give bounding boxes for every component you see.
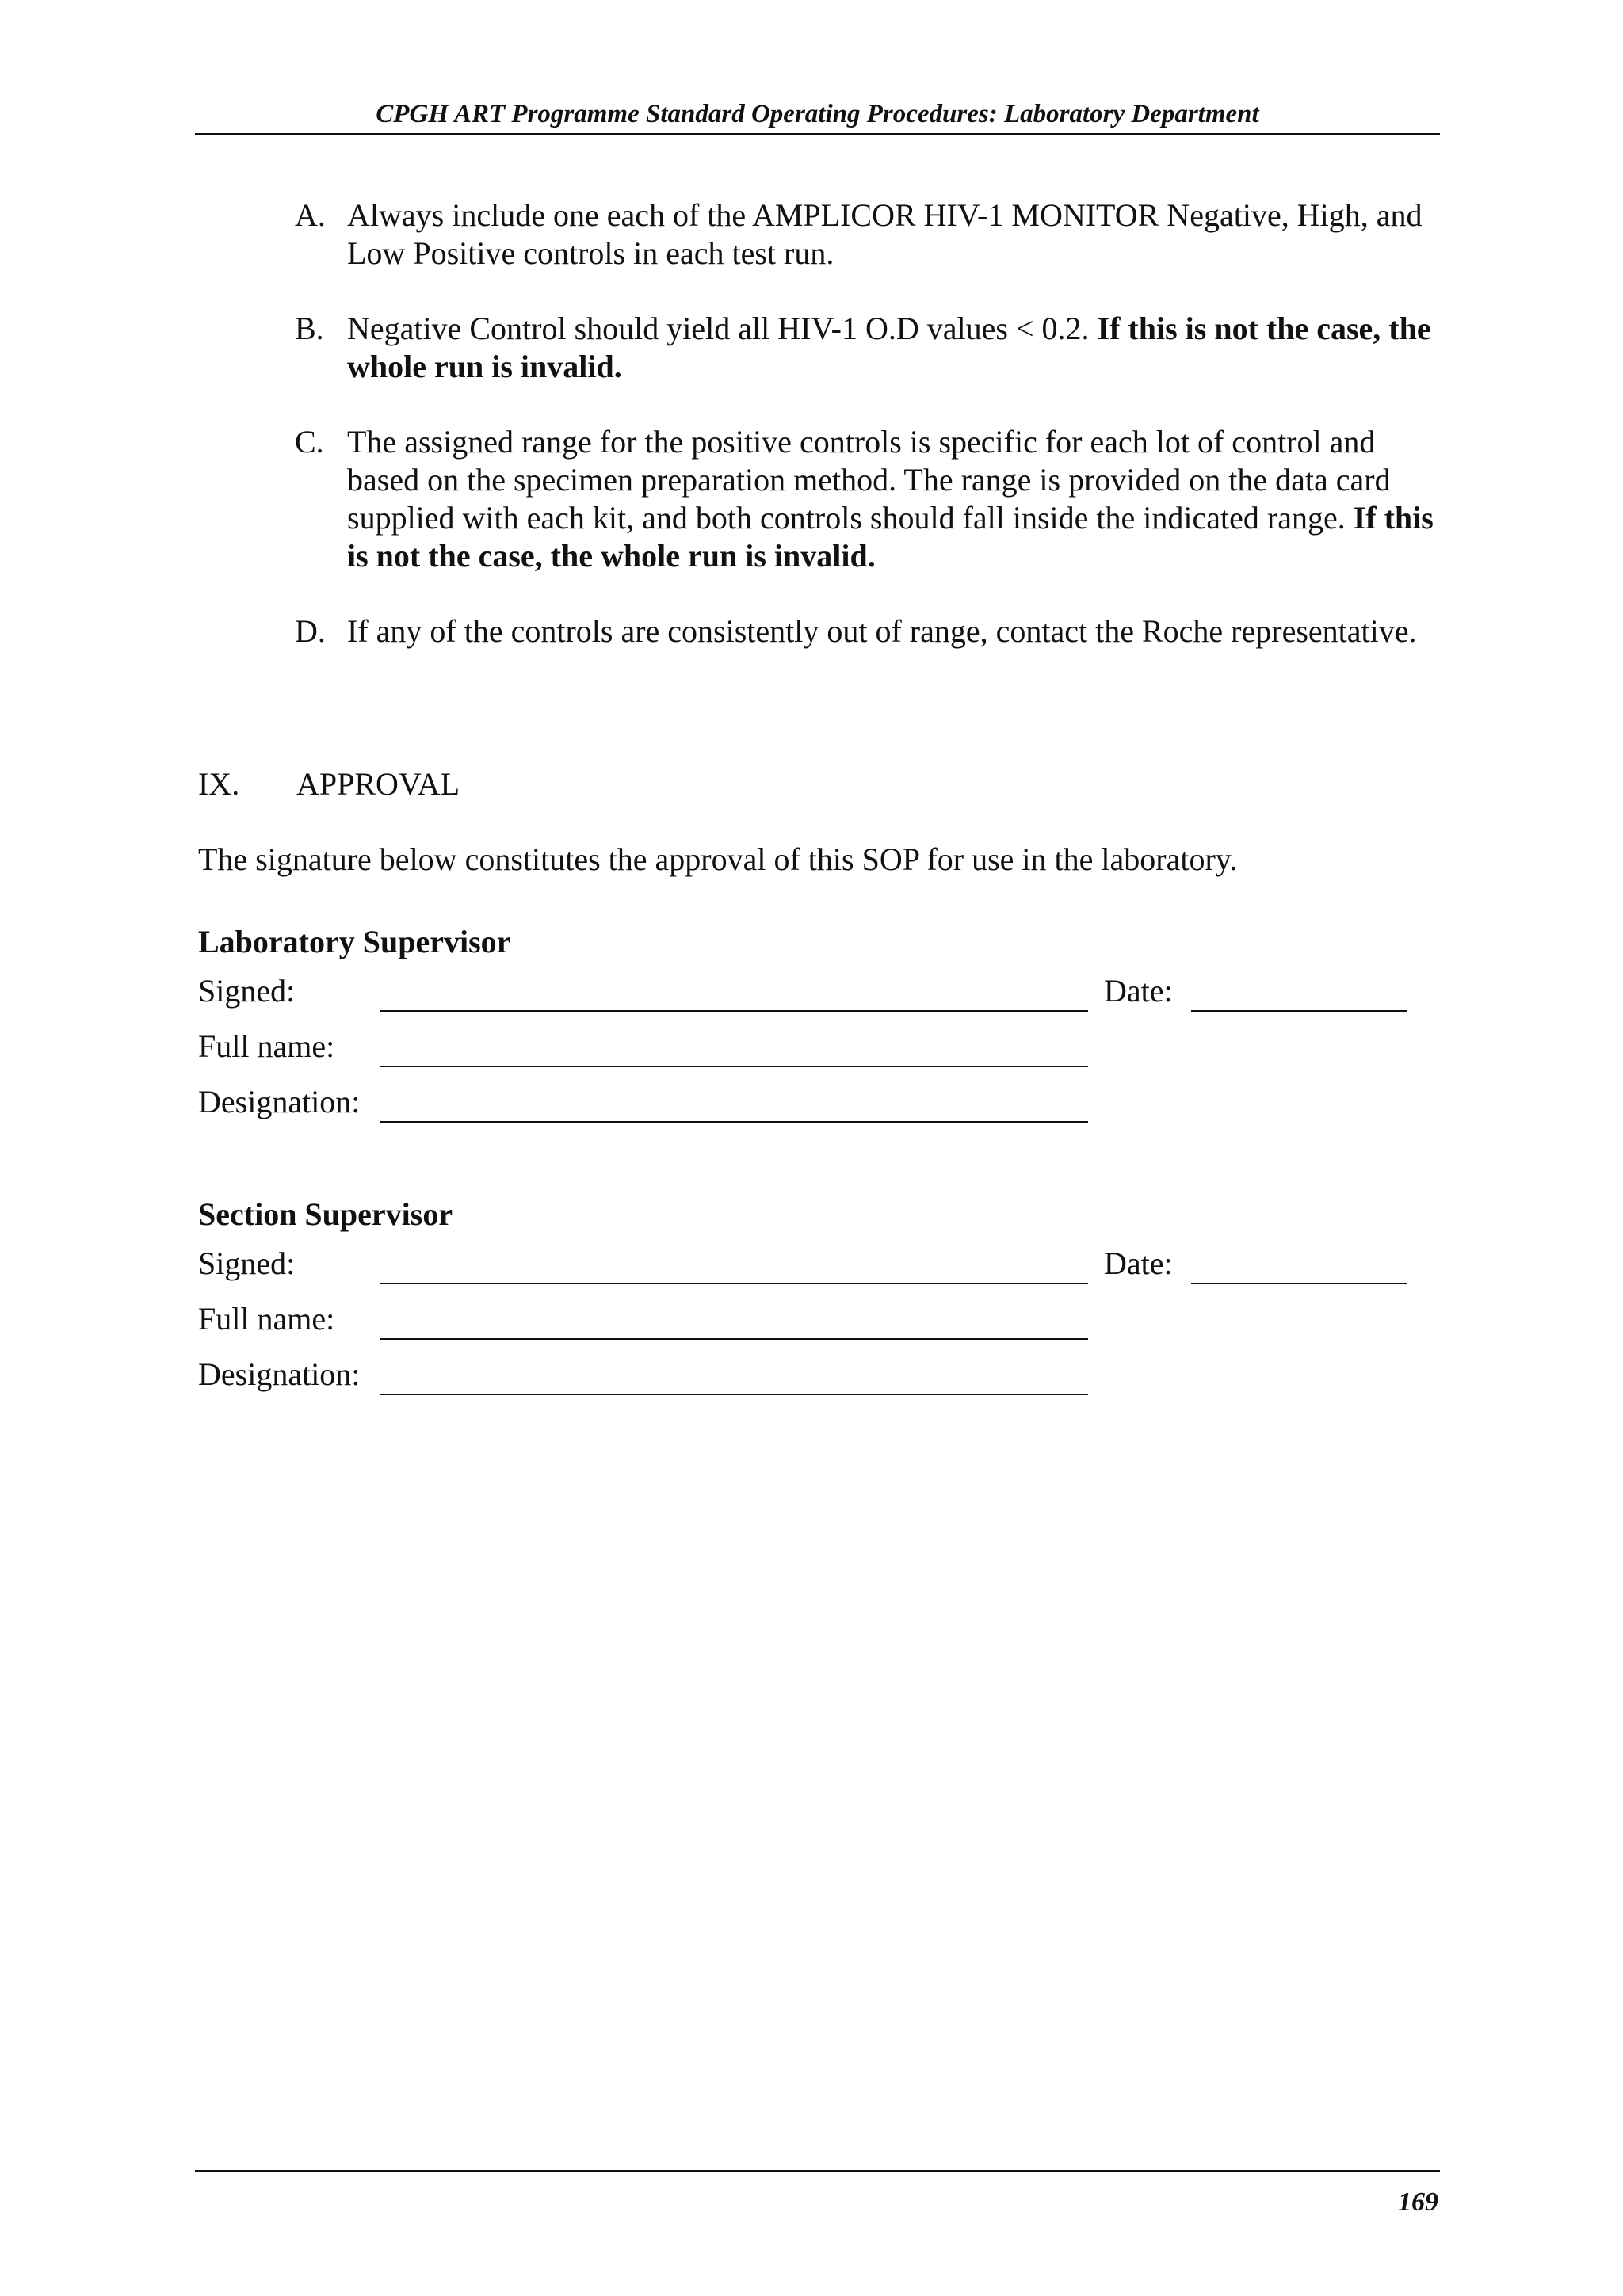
list-item-letter: C.: [295, 424, 324, 460]
page-number: 169: [1398, 2187, 1438, 2217]
fullname-row: [198, 1289, 1466, 1344]
signed-label: Signed:: [198, 973, 296, 1009]
list-item: [295, 310, 1452, 386]
date-line: [1191, 1283, 1407, 1284]
fullname-label: Full name:: [198, 1028, 335, 1064]
designation-line: [380, 1121, 1088, 1123]
list-item-letter: B.: [295, 311, 324, 346]
designation-label: Designation:: [198, 1084, 361, 1119]
list-item-text: Negative Control should yield all HIV-1 O.D values < 0.2. If this is not the case, the whole run is invalid.: [347, 311, 1431, 384]
signature-line: [380, 1283, 1088, 1284]
footer-rule: [195, 2170, 1440, 2172]
list-item-emphasis: If this is not the case, the whole run is invalid.: [347, 311, 1431, 384]
fullname-label: Full name:: [198, 1301, 335, 1337]
block-title: Section Supervisor: [198, 1196, 453, 1232]
list-item-emphasis: If this is not the case, the whole run is invalid.: [347, 500, 1434, 574]
signed-row: [198, 1234, 1466, 1289]
date-line: [1191, 1010, 1407, 1012]
signed-row: [198, 961, 1466, 1016]
section-supervisor-block: [198, 1196, 1466, 1400]
date-label: Date:: [1104, 973, 1173, 1009]
list-item-letter: A.: [295, 197, 326, 233]
section-number: IX.: [198, 766, 240, 802]
section-heading: [198, 765, 460, 803]
designation-row: [198, 1344, 1466, 1400]
lab-supervisor-block: [198, 923, 1466, 1127]
signature-line: [380, 1010, 1088, 1012]
header-rule: [195, 133, 1440, 135]
approval-statement: The signature below constitutes the approval of this SOP for use in the laboratory.: [198, 841, 1238, 877]
designation-row: [198, 1072, 1466, 1127]
fullname-row: [198, 1016, 1466, 1072]
section-title: APPROVAL: [296, 766, 460, 802]
list-item-text: If any of the controls are consistently out of range, contact the Roche representative.: [347, 613, 1417, 649]
list-item-letter: D.: [295, 613, 326, 649]
fullname-line: [380, 1066, 1088, 1067]
block-title: Laboratory Supervisor: [198, 924, 511, 959]
list-item-text: The assigned range for the positive controls is specific for each lot of control and based on the specimen preparation method. The range is provided on the data card supplied with each kit, and both controls should fall inside the indicated range. If this is not the case, the whole run is invalid.: [347, 424, 1434, 574]
fullname-line: [380, 1338, 1088, 1340]
control-requirements-list: [295, 196, 1452, 688]
list-item: [295, 196, 1452, 273]
list-item-text: Always include one each of the AMPLICOR HIV-1 MONITOR Negative, High, and Low Positive controls in each test run.: [347, 197, 1423, 271]
list-item: [295, 423, 1452, 575]
list-item: [295, 612, 1452, 650]
date-label: Date:: [1104, 1245, 1173, 1281]
designation-line: [380, 1394, 1088, 1395]
designation-label: Designation:: [198, 1356, 361, 1392]
page-header-title: CPGH ART Programme Standard Operating Procedures: Laboratory Department: [376, 100, 1259, 128]
signed-label: Signed:: [198, 1245, 296, 1281]
